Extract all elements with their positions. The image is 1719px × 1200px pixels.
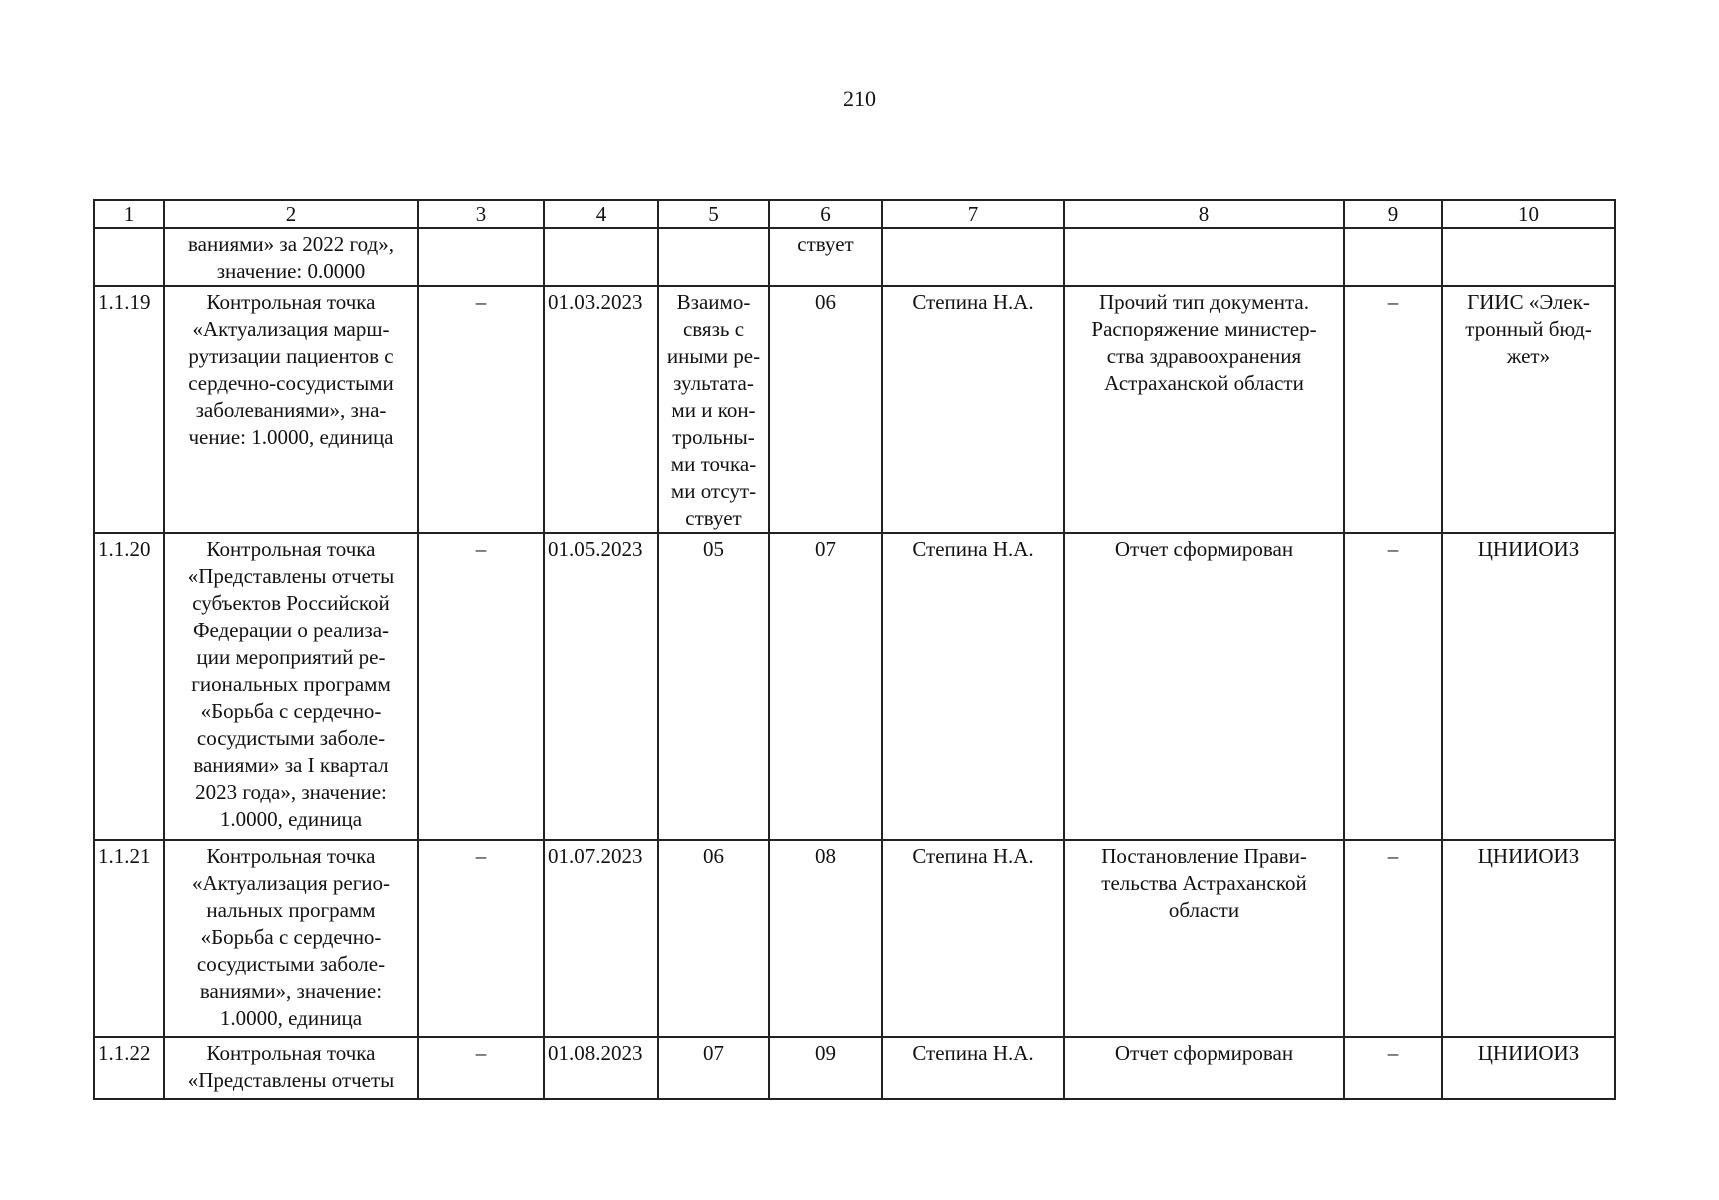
table-cell: 05 [658,533,769,840]
description-cell: Контрольная точка «Актуализация марш- рутизации пациентов с сердечно-сосудистыми заболеваниями», зна- чение: 1.0000, единица [164,286,418,533]
table-cell: 07 [658,1037,769,1099]
table-row [94,840,1615,1037]
table-cell: – [418,840,544,1037]
date-cell: 01.08.2023 [544,1037,658,1099]
table-cell: 08 [769,840,882,1037]
table-cell: ствует [769,228,882,286]
column-number-cell: 3 [418,200,544,228]
page-number: 210 [843,86,876,111]
document-type-cell: Постановление Прави- тельства Астраханской области [1064,840,1344,1037]
table-row [94,228,1615,286]
responsible-cell: Степина Н.А. [882,1037,1064,1099]
table-row [94,533,1615,840]
column-number-cell: 2 [164,200,418,228]
system-cell: ЦНИИОИЗ [1442,1037,1615,1099]
system-cell [1442,228,1615,286]
date-cell: 01.03.2023 [544,286,658,533]
system-cell: ГИИС «Элек- тронный бюд- жет» [1442,286,1615,533]
column-number-cell: 10 [1442,200,1615,228]
description-cell: ваниями» за 2022 год», значение: 0.0000 [164,228,418,286]
table-cell [658,228,769,286]
responsible-cell: Степина Н.А. [882,840,1064,1037]
description-cell: Контрольная точка «Представлены отчеты [164,1037,418,1099]
item-number-cell: 1.1.22 [94,1037,164,1099]
responsible-cell: Степина Н.А. [882,286,1064,533]
date-cell: 01.07.2023 [544,840,658,1037]
document-table [93,199,1616,1100]
date-cell [544,228,658,286]
system-cell: ЦНИИОИЗ [1442,533,1615,840]
document-type-cell: Отчет сформирован [1064,1037,1344,1099]
description-cell: Контрольная точка «Представлены отчеты субъектов Российской Федерации о реализа- ции мероприятий ре- гиональных программ «Борьба с сердечно- сосудистыми заболе- ваниями» за I квартал 2023 года», значение: 1.0000, единица [164,533,418,840]
document-type-cell [1064,228,1344,286]
table-cell: 06 [658,840,769,1037]
column-number-cell: 4 [544,200,658,228]
responsible-cell: Степина Н.А. [882,533,1064,840]
column-number-cell: 9 [1344,200,1442,228]
table-row [94,1037,1615,1099]
description-cell: Контрольная точка «Актуализация регио- нальных программ «Борьба с сердечно- сосудистыми заболе- ваниями», значение: 1.0000, единица [164,840,418,1037]
system-cell: ЦНИИОИЗ [1442,840,1615,1037]
date-cell: 01.05.2023 [544,533,658,840]
table-row [94,286,1615,533]
column-number-cell: 6 [769,200,882,228]
table-cell: 07 [769,533,882,840]
item-number-cell: 1.1.20 [94,533,164,840]
table-header-row [94,200,1615,228]
table-cell [1344,228,1442,286]
column-number-cell: 1 [94,200,164,228]
responsible-cell [882,228,1064,286]
table-cell: – [1344,286,1442,533]
column-number-cell: 5 [658,200,769,228]
item-number-cell: 1.1.19 [94,286,164,533]
table-cell [418,228,544,286]
table-cell: 09 [769,1037,882,1099]
table-cell: – [418,533,544,840]
item-number-cell: 1.1.21 [94,840,164,1037]
document-type-cell: Отчет сформирован [1064,533,1344,840]
column-number-cell: 7 [882,200,1064,228]
table-cell: 06 [769,286,882,533]
document-type-cell: Прочий тип документа. Распоряжение министер- ства здравоохранения Астраханской области [1064,286,1344,533]
table-cell: – [1344,840,1442,1037]
table-cell: – [418,1037,544,1099]
column-number-cell: 8 [1064,200,1344,228]
table-cell: – [1344,1037,1442,1099]
table-cell: – [1344,533,1442,840]
item-number-cell [94,228,164,286]
table-cell: – [418,286,544,533]
table-cell: Взаимо- связь с иными ре- зультата- ми и кон- трольны- ми точка- ми отсут- ствует [658,286,769,533]
